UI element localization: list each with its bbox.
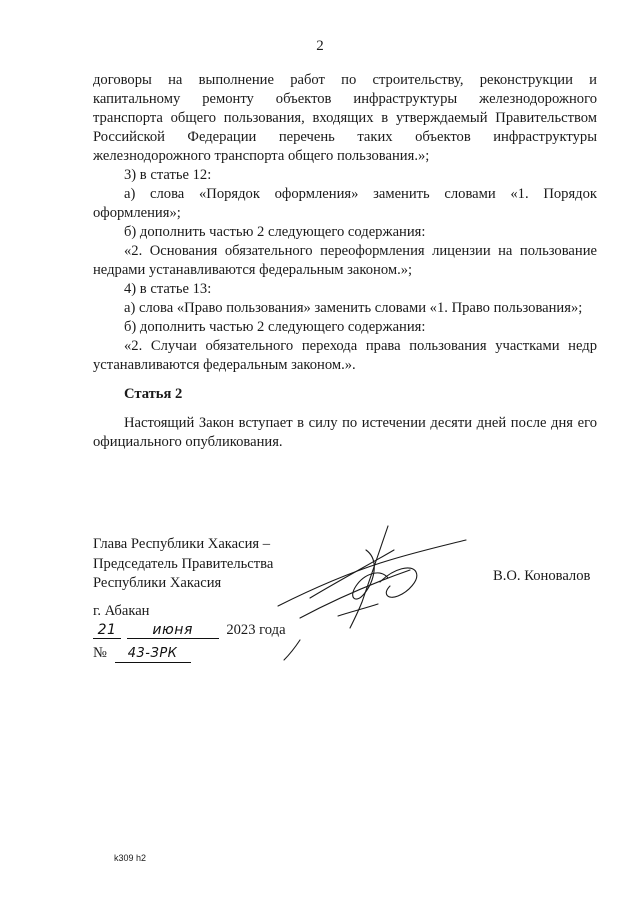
number-prefix: № <box>93 645 107 661</box>
paragraph: а) слова «Право пользования» заменить словами «1. Право пользования»; <box>124 300 583 316</box>
page-number: 2 <box>316 38 324 54</box>
signer-title-line: Глава Республики Хакасия – <box>93 536 271 552</box>
paragraph: 4) в статье 13: <box>124 281 212 297</box>
article-paragraph: Настоящий Закон вступает в силу по истечении десяти дней после дня его официального опубликования. <box>93 415 597 450</box>
date-year: 2023 года <box>226 622 286 638</box>
date-month: июня <box>127 622 219 639</box>
document-number-line <box>93 645 191 663</box>
law-body-text <box>93 71 597 375</box>
footer-code: k309 h2 <box>114 853 147 863</box>
paragraph: 3) в статье 12: <box>124 167 212 183</box>
paragraph: а) слова «Порядок оформления» заменить словами «1. Порядок оформления»; <box>93 186 597 221</box>
paragraph: «2. Случаи обязательного перехода права пользования участками недр устанавливаются федеральным законом.». <box>93 338 597 373</box>
place-of-signing: г. Абакан <box>93 603 150 619</box>
signer-title <box>93 535 273 594</box>
signer-title-line: Республики Хакасия <box>93 575 222 591</box>
signer-title-line: Председатель Правительства <box>93 555 274 572</box>
paragraph: б) дополнить частью 2 следующего содержания: <box>124 319 426 335</box>
article-heading: Статья 2 <box>124 386 183 402</box>
signer-name: В.О. Коновалов <box>493 568 591 584</box>
paragraph: договоры на выполнение работ по строительству, реконструкции и капитальному ремонту объектов инфраструктуры железнодорожного транспорта общего пользования, входящих в утверждаемый Правительством Российской Федерации перечень таких объектов инфраструктуры железнодорожного транспорта общего пользования.»; <box>93 72 597 164</box>
article-text <box>93 414 597 452</box>
paragraph: б) дополнить частью 2 следующего содержания: <box>124 224 426 240</box>
date-day: 21 <box>93 622 121 639</box>
paragraph: «2. Основания обязательного переоформления лицензии на пользование недрами устанавливаются федеральным законом.»; <box>93 243 597 278</box>
document-number: 43-ЗРК <box>115 646 191 663</box>
handwritten-signature <box>270 520 480 670</box>
date-line <box>93 622 286 639</box>
